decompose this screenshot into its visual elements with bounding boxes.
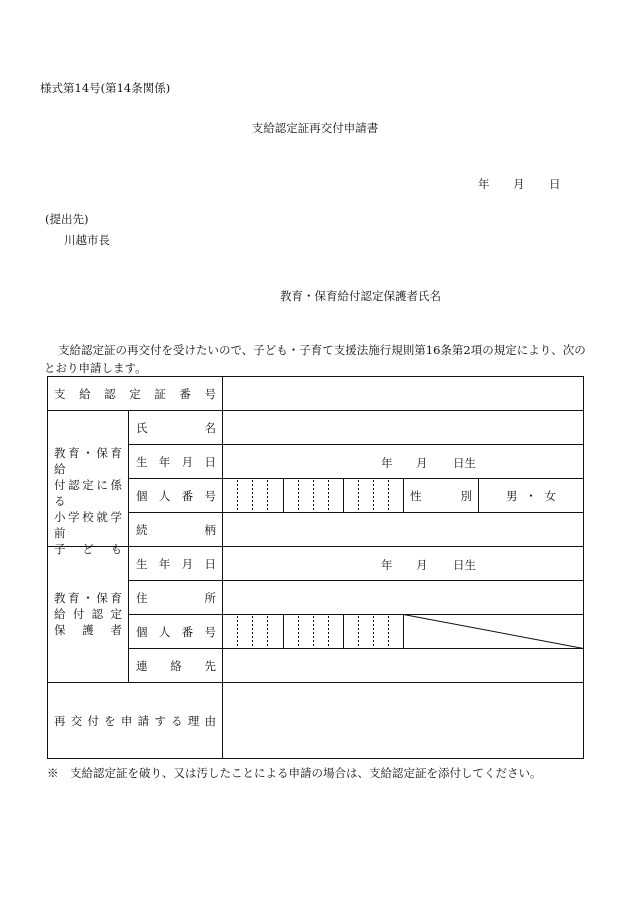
label-char: 氏 [136, 420, 148, 435]
spread-label [136, 488, 216, 504]
label-char: 申 [120, 713, 133, 728]
label-char: 名 [204, 420, 216, 435]
child-sex-options[interactable] [479, 479, 583, 512]
label-char: 給 [79, 386, 91, 401]
label-char: 月 [181, 556, 194, 571]
label-char: す [154, 713, 166, 728]
label-char: 人 [158, 624, 171, 639]
spread-label [136, 454, 216, 470]
label-char: 月 [181, 454, 194, 469]
guardian-name-label: 教育・保育給付認定保護者氏名 [280, 289, 441, 303]
label-char: 認 [104, 386, 116, 401]
label-char: 日 [204, 556, 216, 571]
label-char: を [104, 713, 116, 728]
label-char: 先 [204, 658, 216, 673]
label-char: 号 [204, 386, 216, 401]
date-year-label: 年 [478, 177, 490, 191]
spread-label [136, 420, 216, 436]
cert-number-label [54, 377, 216, 410]
child-birth-month: 月 [416, 456, 428, 470]
spread-label [136, 658, 216, 674]
child-name-label [136, 411, 216, 444]
label-char: 理 [187, 713, 200, 728]
guardian-address-field[interactable] [223, 581, 583, 614]
guardian-contact-field[interactable] [223, 649, 583, 682]
label-char: 日 [204, 454, 216, 469]
label-char: 個 [136, 488, 148, 503]
guardian-id-label [136, 615, 216, 648]
label-char: 続 [136, 522, 148, 537]
label-char: ・ [525, 488, 537, 503]
label-char: 性 [410, 488, 422, 503]
child-id-number-field[interactable] [223, 479, 403, 512]
label-char: 番 [181, 488, 194, 503]
guardian-birth-month: 月 [416, 558, 428, 572]
spread-label [136, 522, 216, 538]
date-day-label: 日 [549, 177, 561, 191]
spread-label [136, 590, 216, 606]
footnote: ※ 支給認定証を破り、又は汚したことによる申請の場合は、支給認定証を添付してください。 [47, 766, 542, 780]
label-char: 号 [204, 624, 216, 639]
recipient-mayor: 川越市長 [64, 233, 110, 247]
guardian-birth-year: 年 [381, 558, 393, 572]
reason-field[interactable] [223, 683, 583, 758]
spread-label [136, 556, 216, 572]
label-char: 年 [158, 454, 171, 469]
label-char: 付 [87, 713, 99, 728]
child-name-field[interactable] [223, 411, 583, 444]
label-char: 号 [204, 488, 216, 503]
label-char: 定 [129, 386, 141, 401]
label-char: 証 [154, 386, 166, 401]
label-char: 住 [136, 590, 148, 605]
label-char: る [171, 713, 183, 728]
spread-label [136, 624, 216, 640]
guardian-address-label [136, 581, 216, 614]
form-number: 様式第14号(第14条関係) [40, 81, 171, 95]
label-char: 支 [54, 386, 66, 401]
application-statement: 支給認定証の再交付を受けたいので、子ども・子育て支援法施行規則第16条第2項の規定により、次のとおり申請します。 [44, 343, 586, 375]
label-char: 別 [460, 488, 472, 503]
guardian-birth-field[interactable] [223, 547, 583, 580]
spread-label [54, 386, 216, 402]
label-char: 女 [544, 488, 556, 503]
submit-to-label: (提出先) [45, 212, 89, 226]
guardian-id-number-field[interactable] [223, 615, 403, 648]
child-section-label: 教育・保育給 付認定に係る 小学校就学前 子 ど も [54, 446, 122, 556]
label-char: 柄 [204, 522, 216, 537]
spread-label [410, 488, 472, 504]
label-char: 男 [506, 488, 518, 503]
child-birth-field[interactable] [223, 445, 583, 478]
label-char: 連 [136, 658, 148, 673]
guardian-birth-day: 日生 [453, 558, 476, 572]
label-char: 所 [204, 590, 216, 605]
form-title: 支給認定証再交付申請書 [251, 121, 379, 135]
label-char: 再 [54, 713, 66, 728]
reason-label [54, 683, 216, 758]
spread-label [54, 713, 216, 729]
spread-label [506, 488, 556, 504]
label-char: 人 [158, 488, 171, 503]
label-char: 個 [136, 624, 148, 639]
label-char: 生 [136, 454, 148, 469]
date-month-label: 月 [513, 177, 525, 191]
label-char: 交 [70, 713, 83, 728]
child-birth-day: 日生 [453, 456, 476, 470]
child-sex-label [410, 479, 472, 512]
child-relation-label [136, 513, 216, 546]
cert-number-field[interactable] [223, 377, 583, 410]
guardian-section-label: 教育・保育 給付認定 保護者 [54, 591, 122, 637]
guardian-birth-label [136, 547, 216, 580]
label-char: 絡 [170, 658, 182, 673]
guardian-contact-label [136, 649, 216, 682]
label-char: 由 [204, 713, 216, 728]
child-birth-year: 年 [381, 456, 393, 470]
label-char: 年 [158, 556, 171, 571]
label-char: 番 [179, 386, 191, 401]
label-char: 番 [181, 624, 194, 639]
label-char: 請 [137, 713, 150, 728]
child-birth-label [136, 445, 216, 478]
label-char: 生 [136, 556, 148, 571]
child-id-label [136, 479, 216, 512]
child-relation-field[interactable] [223, 513, 583, 546]
